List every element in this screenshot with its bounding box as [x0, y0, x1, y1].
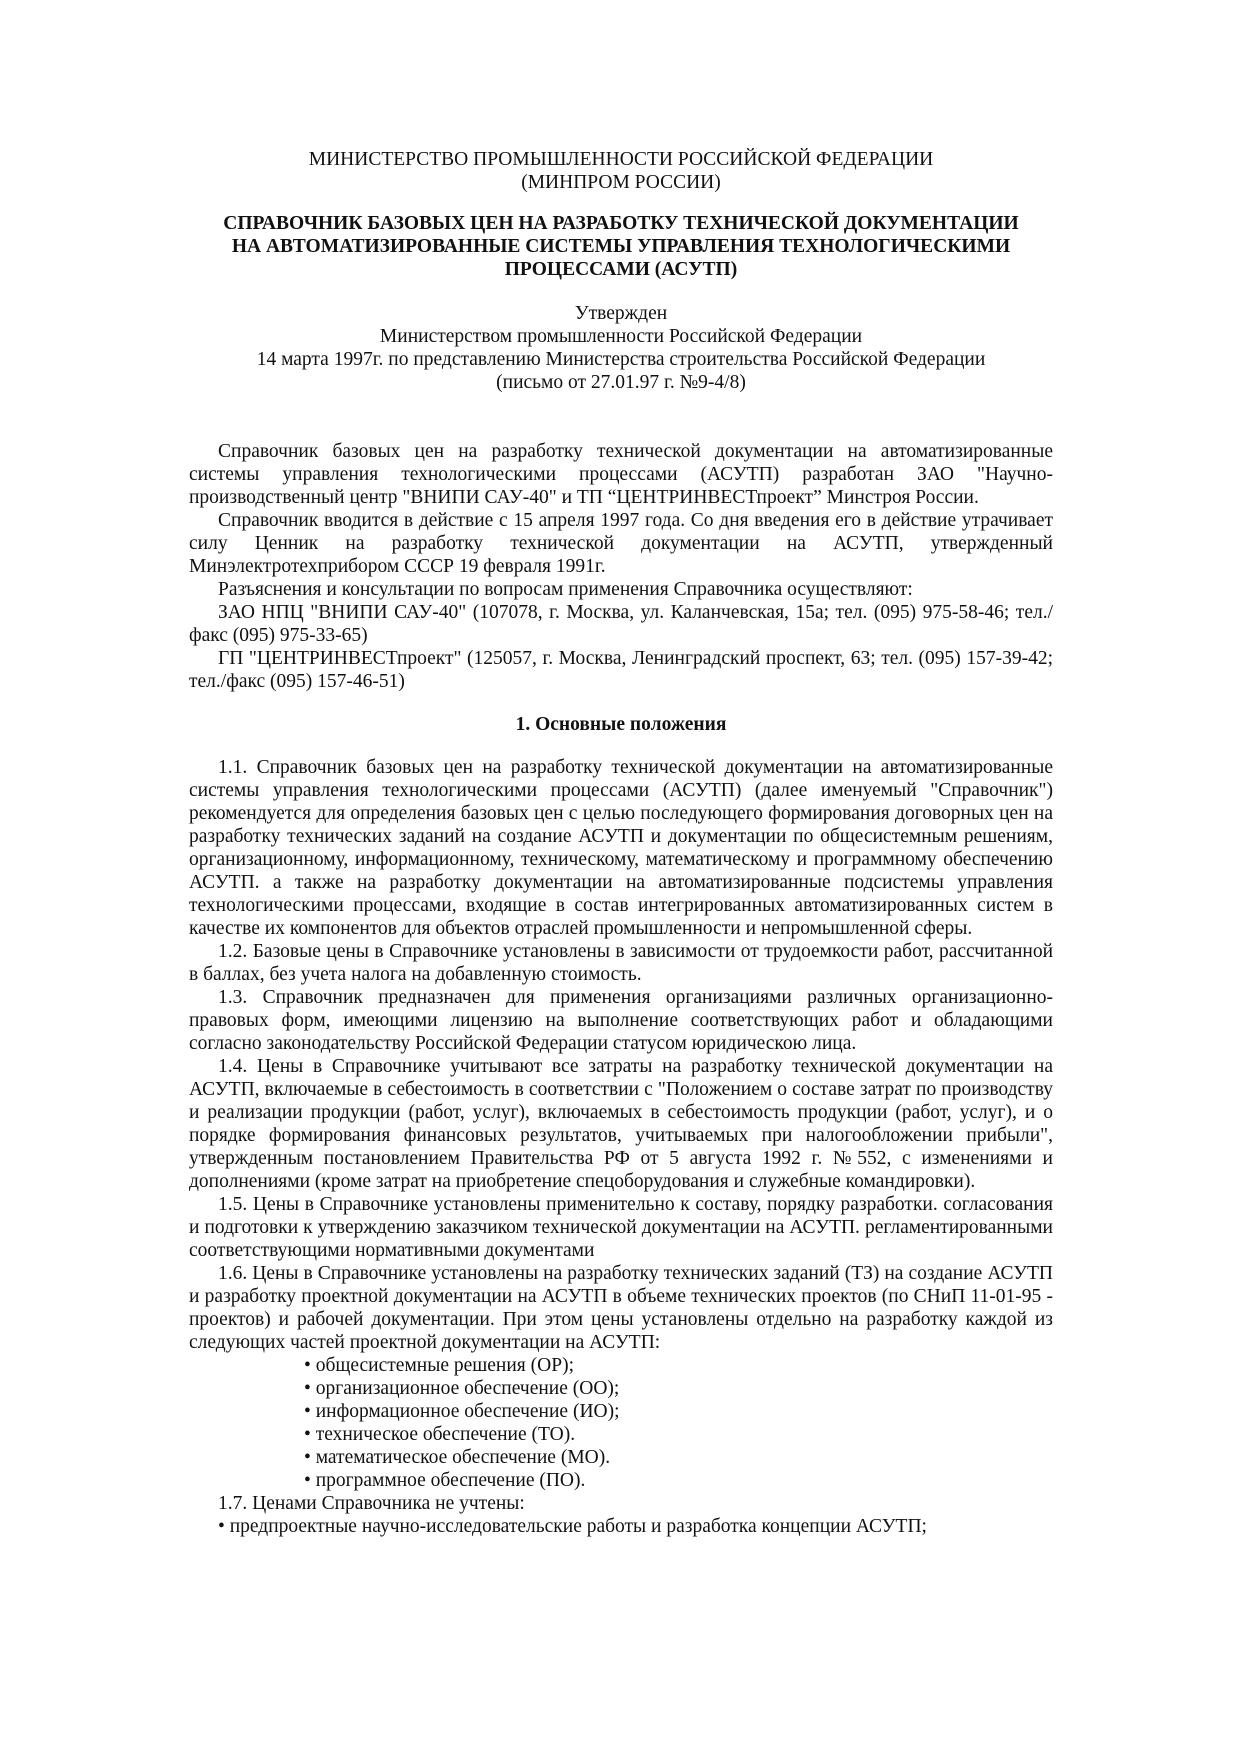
- list-item: • математическое обеспечение (МО).: [304, 1447, 611, 1468]
- list-item: • программное обеспечение (ПО).: [304, 1470, 586, 1491]
- document-page: [189, 148, 1053, 1538]
- list-item: • общесистемные решения (ОР);: [304, 1355, 574, 1376]
- approval-line: Министерством промышленности Российской Федерации: [379, 326, 863, 347]
- approval-line: Утвержден: [574, 303, 668, 324]
- intro-paragraph: Разъяснения и консультации по вопросам применения Справочника осуществляют:: [218, 579, 913, 600]
- intro-paragraph: Справочник базовых цен на разработку технической документации на автоматизированные системы управления технологическими процессами (АСУТП) разработан ЗАО "Научно-производственный центр "ВНИПИ САУ-40" и ТП “ЦЕНТРИНВЕСТпроект” Минстроя России.: [189, 441, 1053, 508]
- document-title: [189, 212, 1053, 281]
- section-body: [189, 756, 1053, 1538]
- section-heading: 1. Основные положения: [515, 714, 727, 735]
- ministry-header: [189, 148, 1053, 194]
- approval-line: 14 марта 1997г. по представлению Министерства строительства Российской Федерации: [256, 349, 986, 370]
- intro-section: [189, 440, 1053, 693]
- section-paragraph: 1.7. Ценами Справочника не учтены:: [218, 1493, 525, 1514]
- intro-paragraph: Справочник вводится в действие с 15 апреля 1997 года. Со дня введения его в действие утрачивает силу Ценник на разработку технической документации на АСУТП, утвержденный Минэлектротехприбором СССР 19 февраля 1991г.: [189, 510, 1053, 577]
- list-item: • информационное обеспечение (ИО);: [304, 1401, 620, 1422]
- list-item: • техническое обеспечение (ТО).: [304, 1424, 576, 1445]
- section-paragraph: 1.5. Цены в Справочнике установлены применительно к составу, порядку разработки. согласования и подготовки к утверждению заказчиком технической документации на АСУТП. регламентированными соответствующими нормативными документами: [189, 1194, 1053, 1261]
- parts-list: [189, 1354, 1053, 1492]
- section-paragraph: 1.4. Цены в Справочнике учитывают все затраты на разработку технической документации на АСУТП, включаемые в себестоимость в соответствии с "Положением о составе затрат по производству и реализации продукции (работ, услуг), включаемых в себестоимость продукции (работ, услуг), и о порядке формирования финансовых результатов, учитываемых при налогообложении прибыли", утвержденным постановлением Правительства РФ от 5 августа 1992 г. №552, с изменениями и дополнениями (кроме затрат на приобретение спецоборудования и служебные командировки).: [189, 1056, 1053, 1192]
- title-line: НА АВТОМАТИЗИРОВАННЫЕ СИСТЕМЫ УПРАВЛЕНИЯ ТЕХНОЛОГИЧЕСКИМИ: [231, 236, 1011, 257]
- list-item: • предпроектные научно-исследовательские работы и разработка концепции АСУТП;: [218, 1516, 927, 1537]
- approval-block: [189, 302, 1053, 394]
- list-item: • организационное обеспечение (ОО);: [304, 1378, 620, 1399]
- approval-line: (письмо от 27.01.97 г. №9-4/8): [496, 372, 746, 393]
- ministry-name: МИНИСТЕРСТВО ПРОМЫШЛЕННОСТИ РОССИЙСКОЙ ФЕДЕРАЦИИ: [308, 149, 934, 170]
- ministry-abbreviation: (МИНПРОМ РОССИИ): [521, 172, 721, 193]
- section-paragraph: 1.6. Цены в Справочнике установлены на разработку технических заданий (ТЗ) на создание АСУТП и разработку проектной документации на АСУТП в объеме технических проектов (по СНиП 11-01-95 - проектов) и рабочей документации. При этом цены установлены отдельно на разработку каждой из следующих частей проектной документации на АСУТП:: [189, 1263, 1053, 1353]
- intro-paragraph: ЗАО НПЦ "ВНИПИ САУ-40" (107078, г. Москва, ул. Каланчевская, 15а; тел. (095) 975-58-46; тел./факс (095) 975-33-65): [189, 602, 1053, 646]
- section-paragraph: 1.2. Базовые цены в Справочнике установлены в зависимости от трудоемкости работ, рассчитанной в баллах, без учета налога на добавленную стоимость.: [189, 941, 1053, 985]
- title-line: ПРОЦЕССАМИ (АСУТП): [504, 259, 738, 280]
- title-line: СПРАВОЧНИК БАЗОВЫХ ЦЕН НА РАЗРАБОТКУ ТЕХНИЧЕСКОЙ ДОКУМЕНТАЦИИ: [223, 213, 1019, 234]
- intro-paragraph: ГП "ЦЕНТРИНВЕСТпроект" (125057, г. Москва, Ленинградский проспект, 63; тел. (095) 157-39-42; тел./факс (095) 157-46-51): [189, 648, 1053, 692]
- section-paragraph: 1.1. Справочник базовых цен на разработку технической документации на автоматизированные системы управления технологическими процессами (АСУТП) (далее именуемый "Справочник") рекомендуется для определения базовых цен с целью последующего формирования договорных цен на разработку технических заданий на создание АСУТП и документации по общесистемным решениям, организационному, информационному, техническому, математическому и программному обеспечению АСУТП. а также на разработку документации на автоматизированные подсистемы управления технологическими процессами, входящие в состав интегрированных автоматизированных систем в качестве их компонентов для объектов отраслей промышленности и непромышленной сферы.: [189, 757, 1053, 939]
- section-paragraph: 1.3. Справочник предназначен для применения организациями различных организационно-правовых форм, имеющими лицензию на выполнение соответствующих работ и обладающими согласно законодательству Российской Федерации статусом юридическою лица.: [189, 987, 1053, 1054]
